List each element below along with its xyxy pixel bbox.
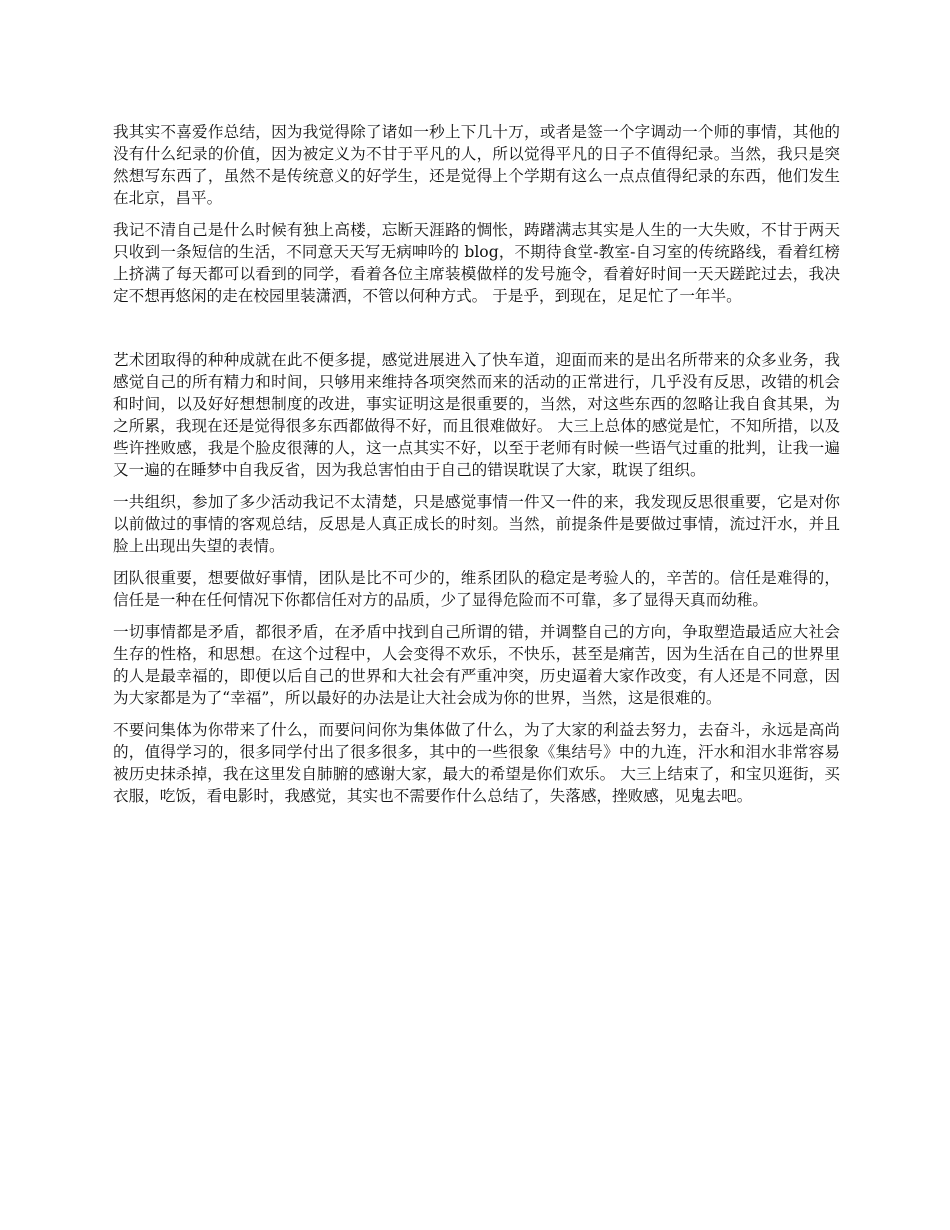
paragraph-1: 我其实不喜爱作总结，因为我觉得除了诸如一秒上下几十万，或者是签一个字调动一个师的事情，其他的没有什么纪录的价值，因为被定义为不甘于平凡的人，所以觉得平凡的日子不值得纪录。当然，我只是突然想写东西了，虽然不是传统意义的好学生，还是觉得上个学期有这么一点点值得纪录的东西，他们发生在北京，昌平。: [113, 123, 840, 207]
paragraph-2: 我记不清自己是什么时候有独上高楼，忘断天涯路的惆怅，踌躇满志其实是人生的一大失败，不甘于两天只收到一条短信的生活，不同意天天写无病呻吟的 blog，不期待食堂-教室-自习室的传统路线，看着红榜上挤满了每天都可以看到的同学，看着各位主席装模做样的发号施令，看着好时间一天天蹉跎过去，我决定不想再悠闲的走在校园里装潇洒，不管以何种方式。 于是乎，到现在，足足忙了一年半。: [113, 221, 840, 305]
document-body: [113, 121, 840, 817]
section-spacer: [113, 317, 840, 349]
paragraph-3: 艺术团取得的种种成就在此不便多提，感觉进展进入了快车道，迎面而来的是出名所带来的众多业务，我感觉自己的所有精力和时间，只够用来维持各项突然而来的活动的正常进行，几乎没有反思，改错的机会和时间，以及好好想想制度的改进，事实证明这是很重要的，当然，对这些东西的忽略让我自食其果，为之所累，我现在还是觉得很多东西都做得不好，而且很难做好。 大三上总体的感觉是忙，不知所措，以及些许挫败感，我是个脸皮很薄的人，这一点其实不好，以至于老师有时候一些语气过重的批判，让我一遍又一遍的在睡梦中自我反省，因为我总害怕由于自己的错误耽误了大家，耽误了组织。: [113, 351, 840, 479]
paragraph-7: 不要问集体为你带来了什么，而要问问你为集体做了什么，为了大家的利益去努力，去奋斗，永远是高尚的，值得学习的，很多同学付出了很多很多，其中的一些很象《集结号》中的九连，汗水和泪水非常容易被历史抹杀掉，我在这里发自肺腑的感谢大家，最大的希望是你们欢乐。 大三上结束了，和宝贝逛街，买衣服，吃饭，看电影时，我感觉，其实也不需要作什么总结了，失落感，挫败感，见鬼去吧。: [113, 721, 840, 805]
paragraph-5: 团队很重要，想要做好事情，团队是比不可少的，维系团队的稳定是考验人的，辛苦的。信任是难得的，信任是一种在任何情况下你都信任对方的品质，少了显得危险而不可靠，多了显得天真而幼稚。: [113, 569, 840, 609]
paragraph-4: 一共组织，参加了多少活动我记不太清楚，只是感觉事情一件又一件的来，我发现反思很重要，它是对你以前做过的事情的客观总结，反思是人真正成长的时刻。当然，前提条件是要做过事情，流过汗水，并且脸上出现出失望的表情。: [113, 493, 840, 555]
paragraph-6: 一切事情都是矛盾，都很矛盾，在矛盾中找到自己所谓的错，并调整自己的方向，争取塑造最适应大社会生存的性格，和思想。在这个过程中，人会变得不欢乐，不快乐，甚至是痛苦，因为生活在自己的世界里的人是最幸福的，即便以后自己的世界和大社会有严重冲突，历史逼着大家作改变，有人还是不同意，因为大家都是为了“幸福”，所以最好的办法是让大社会成为你的世界，当然，这是很难的。: [113, 623, 840, 707]
